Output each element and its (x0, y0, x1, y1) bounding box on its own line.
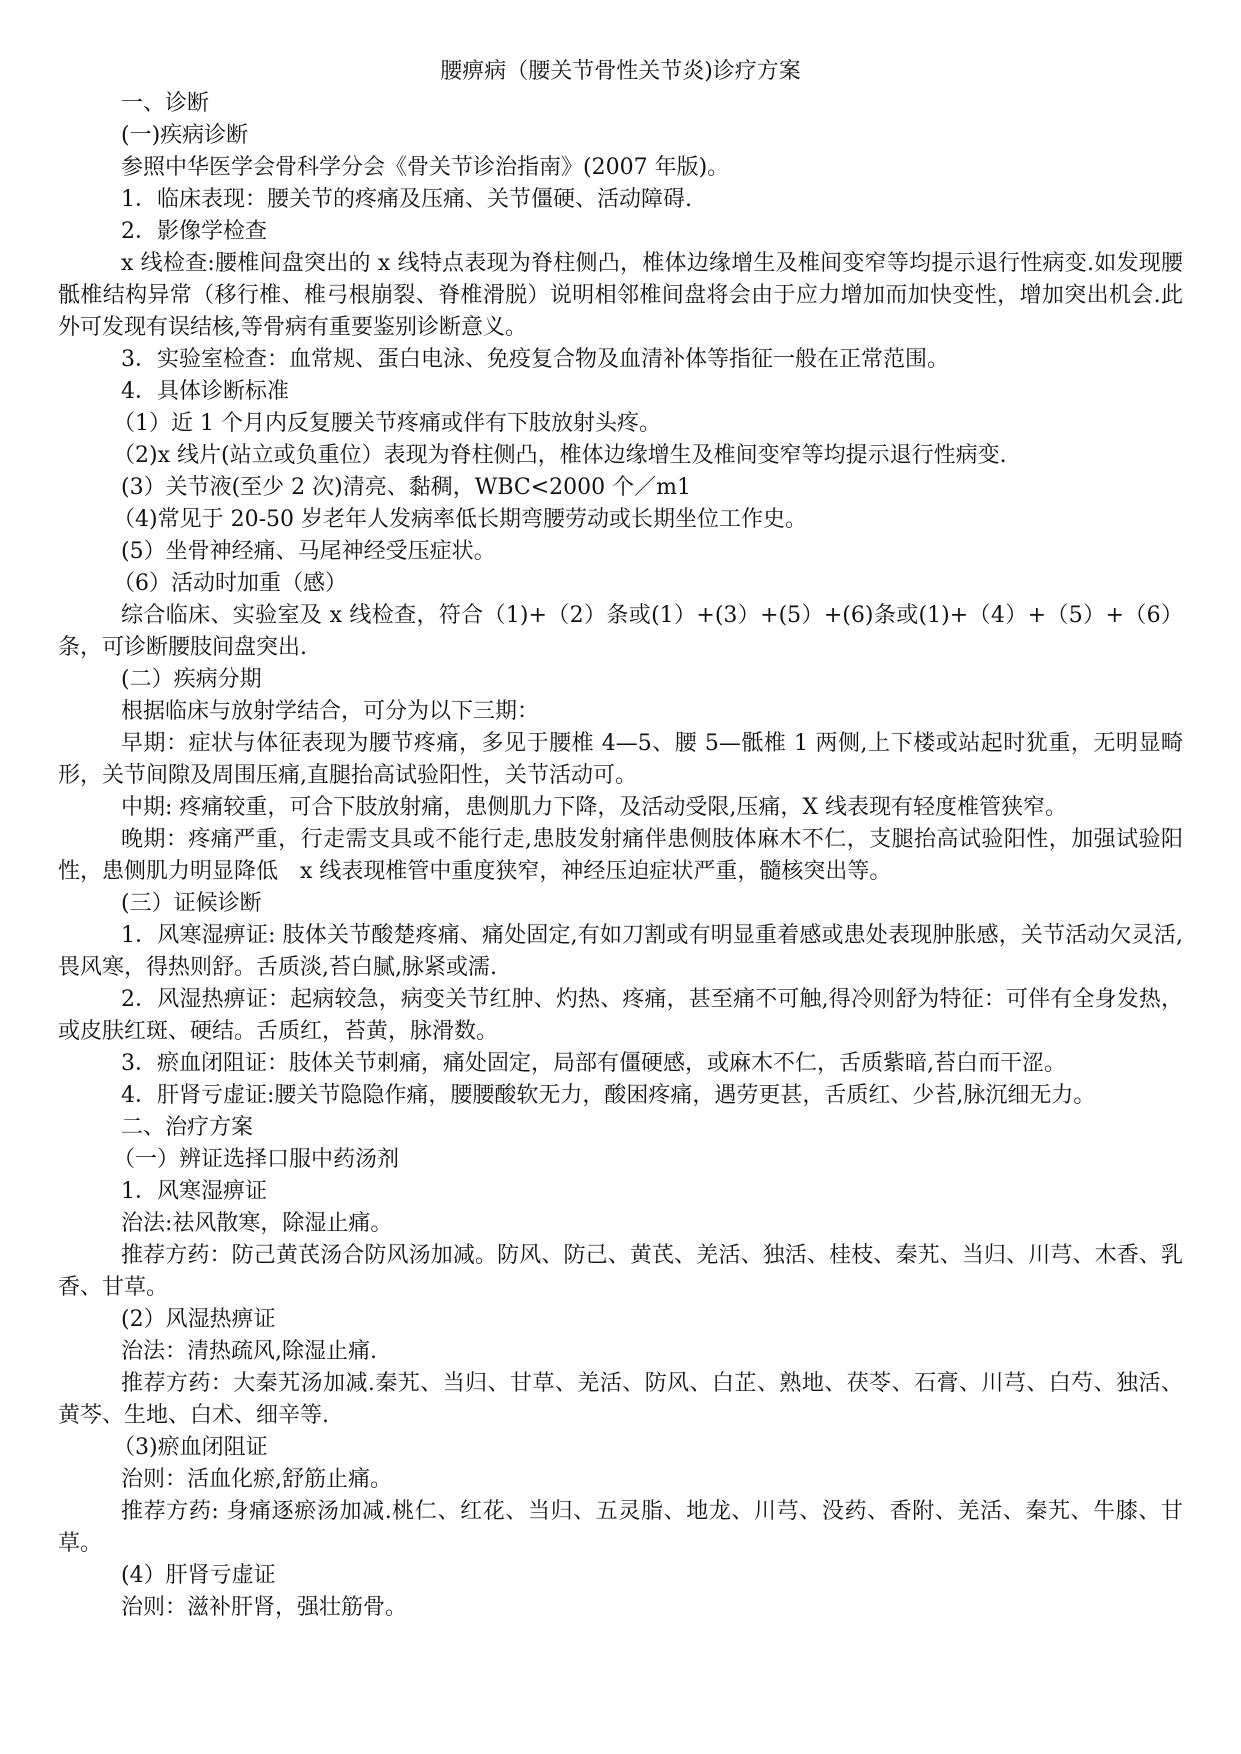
criteria-item: （1）近 1 个月内反复腰关节疼痛或伴有下肢放射头疼。 (113, 411, 661, 436)
paragraph: 3．实验室检查：血常规、蛋白电泳、免疫复合物及血清补体等指征一般在正常范围。 (121, 347, 949, 372)
criteria-item: (5）坐骨神经痛、马尾神经受压症状。 (121, 539, 496, 564)
paragraph: 早期：症状与体征表现为腰节疼痛，多见于腰椎 4—5、腰 5—骶椎 1 两侧,上下楼或站起时犹重，无明显畸形，关节间隙及周围压痛,直腿抬高试验阳性，关节活动可。 (58, 731, 1183, 788)
paragraph: 1．风寒湿痹证 (121, 1179, 267, 1204)
paragraph: 4．具体诊断标准 (121, 379, 289, 404)
paragraph: x 线检查:腰椎间盘突出的 x 线特点表现为脊柱侧凸，椎体边缘增生及椎间变窄等均提示退行性病变.如发现腰骶椎结构异常（移行椎、椎弓根崩裂、脊椎滑脱）说明相邻椎间盘将会由于应力增加而加快变性，增加突出机会.此外可发现有误结核,等骨病有重要鉴别诊断意义。 (58, 251, 1183, 340)
section-heading-treatment: 二、治疗方案 (121, 1115, 254, 1140)
paragraph: 推荐方药：防己黄芪汤合防风汤加减。防风、防己、黄芪、羌活、独活、桂枝、秦艽、当归、川芎、木香、乳香、甘草。 (58, 1243, 1183, 1300)
paragraph: 2．风湿热痹证：起病较急，病变关节红肿、灼热、疼痛，甚至痛不可触,得冷则舒为特征：可伴有全身发热，或皮肤红斑、硬结。舌质红，苔黄，脉滑数。 (58, 987, 1183, 1044)
paragraph: 2．影像学检查 (121, 219, 267, 244)
subsection-heading: (一)疾病诊断 (121, 123, 249, 148)
paragraph: 综合临床、实验室及 x 线检查，符合（1)+（2）条或(1）+(3）+(5）+(6)条或(1)+（4）+（5）+（6）条，可诊断腰肢间盘突出. (58, 603, 1183, 660)
paragraph: 治法：清热疏风,除湿止痛. (121, 1339, 377, 1364)
document-title: 腰痹病（腰关节骨性关节炎)诊疗方案 (440, 59, 801, 84)
paragraph: 1．临床表现：腰关节的疼痛及压痛、关节僵硬、活动障碍. (121, 187, 692, 212)
paragraph: 治法:祛风散寒，除湿止痛。 (121, 1211, 393, 1236)
paragraph: 治则：滋补肝肾，强壮筋骨。 (121, 1595, 408, 1620)
paragraph: (4）肝肾亏虚证 (121, 1563, 276, 1588)
paragraph: 晚期：疼痛严重，行走需支具或不能行走,患肢发射痛伴患侧肢体麻木不仁，支腿抬高试验阳性，加强试验阳性，患侧肌力明显降低 x 线表现椎管中重度狭窄，神经压迫症状严重，髓核突出等。 (58, 827, 1183, 884)
criteria-item: （2)x 线片(站立或负重位）表现为脊柱侧凸，椎体边缘增生及椎间变窄等均提示退行性病变. (113, 443, 1007, 468)
paragraph: 1．风寒湿痹证: 肢体关节酸楚疼痛、痛处固定,有如刀割或有明显重着感或患处表现肿胀感，关节活动欠灵活,畏风寒，得热则舒。舌质淡,苔白腻,脉紧或濡. (58, 923, 1183, 980)
paragraph: 根据临床与放射学结合，可分为以下三期： (121, 699, 540, 724)
section-heading-diagnosis: 一、诊断 (121, 91, 210, 116)
paragraph: 4．肝肾亏虚证:腰关节隐隐作痛，腰腰酸软无力，酸困疼痛，遇劳更甚，舌质红、少苔,脉沉细无力。 (121, 1083, 1096, 1108)
criteria-item: （6）活动时加重（感） (113, 571, 347, 596)
criteria-item: (3）关节液(至少 2 次)清亮、黏稠，WBC<2000 个／m1 (121, 475, 692, 500)
paragraph: 参照中华医学会骨科学分会《骨关节诊治指南》(2007 年版)。 (121, 155, 730, 180)
paragraph: 推荐方药: 身痛逐瘀汤加减.桃仁、红花、当归、五灵脂、地龙、川芎、没药、香附、羌活、秦艽、牛膝、甘草。 (58, 1499, 1183, 1556)
paragraph: 3．瘀血闭阻证：肢体关节刺痛，痛处固定，局部有僵硬感，或麻木不仁，舌质紫暗,苔白而干涩。 (121, 1051, 1066, 1076)
paragraph: 治则：活血化瘀,舒筋止痛。 (121, 1467, 392, 1492)
criteria-item: （4)常见于 20-50 岁老年人发病率低长期弯腰劳动或长期坐位工作史。 (113, 507, 807, 532)
paragraph: (2）风湿热痹证 (121, 1307, 276, 1332)
subsection-heading: (三）证候诊断 (121, 891, 262, 916)
subsection-heading: （一）辨证选择口服中药汤剂 (113, 1147, 400, 1172)
paragraph: 中期: 疼痛较重，可合下肢放射痛，患侧肌力下降，及活动受限,压痛，X 线表现有轻度椎管狭窄。 (121, 795, 1068, 820)
paragraph: （3)瘀血闭阻证 (113, 1435, 268, 1460)
subsection-heading: (二）疾病分期 (121, 667, 262, 692)
paragraph: 推荐方药：大秦艽汤加减.秦艽、当归、甘草、羌活、防风、白芷、熟地、茯苓、石膏、川芎、白芍、独活、黄芩、生地、白术、细辛等. (58, 1371, 1183, 1428)
